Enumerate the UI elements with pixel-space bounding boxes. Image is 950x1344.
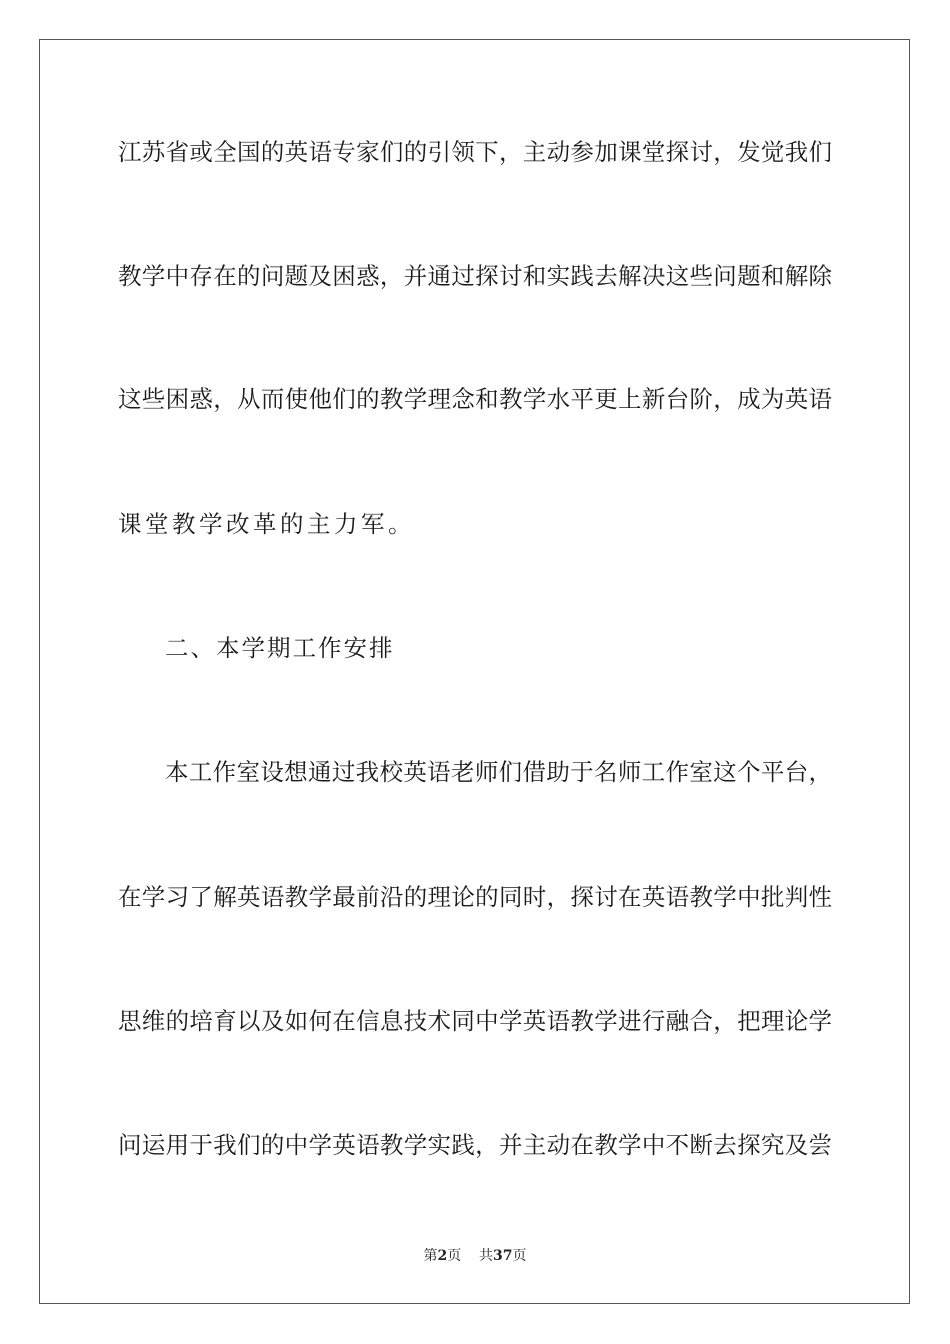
body-line-1: 江苏省或全国的英语专家们的引领下，主动参加课堂探讨，发觉我们	[118, 138, 832, 166]
footer-total-pages: 37	[493, 1248, 513, 1264]
body-line-7: 在学习了解英语教学最前沿的理论的同时，探讨在英语教学中批判性	[118, 883, 832, 911]
footer-total-suffix: 页	[512, 1248, 527, 1264]
body-line-2: 教学中存在的问题及困惑，并通过探讨和实践去解决这些问题和解除	[118, 262, 832, 290]
footer-page-suffix: 页	[447, 1248, 462, 1264]
section-heading: 二、本学期工作安排	[165, 634, 395, 662]
body-line-8: 思维的培育以及如何在信息技术同中学英语教学进行融合，把理论学	[118, 1007, 832, 1035]
footer-prefix: 第	[423, 1248, 438, 1264]
body-line-6: 本工作室设想通过我校英语老师们借助于名师工作室这个平台，	[165, 758, 832, 786]
body-line-4: 课堂教学改革的主力军。	[118, 510, 415, 538]
footer-page-number: 2	[437, 1248, 448, 1264]
body-line-3: 这些困惑，从而使他们的教学理念和教学水平更上新台阶，成为英语	[118, 385, 832, 413]
page-footer	[0, 1247, 950, 1265]
footer-total-prefix: 共	[479, 1248, 494, 1264]
body-line-9: 问运用于我们的中学英语教学实践，并主动在教学中不断去探究及尝	[118, 1131, 832, 1159]
page-border	[39, 39, 910, 1304]
